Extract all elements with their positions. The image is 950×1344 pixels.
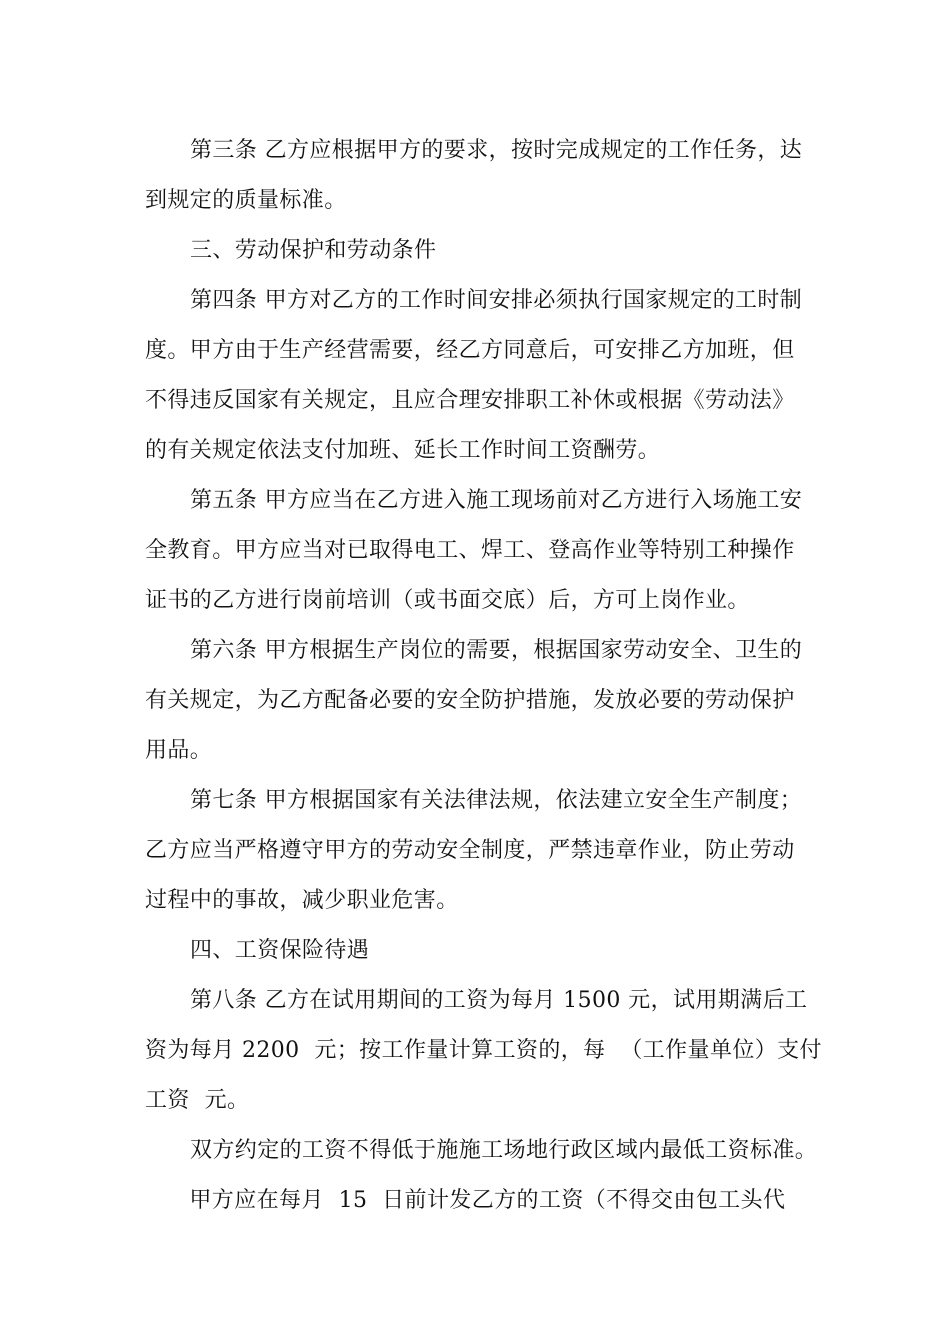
paragraph-article-8-line-2: 资为每月 2200 元；按工作量计算工资的，每 （工作量单位）支付 bbox=[145, 1038, 822, 1063]
section-heading-labor-protection: 三、劳动保护和劳动条件 bbox=[190, 238, 437, 263]
paragraph-article-7-line-2: 乙方应当严格遵守甲方的劳动安全制度，严禁违章作业，防止劳动 bbox=[145, 838, 795, 863]
paragraph-article-7-line-3: 过程中的事故，减少职业危害。 bbox=[145, 888, 459, 913]
paragraph-article-3-line-2: 到规定的质量标准。 bbox=[145, 188, 347, 213]
paragraph-article-4-line-4: 的有关规定依法支付加班、延长工作时间工资酬劳。 bbox=[145, 438, 661, 463]
paragraph-article-5-line-1: 第五条 甲方应当在乙方进入施工现场前对乙方进行入场施工安 bbox=[190, 488, 803, 513]
paragraph-article-4-line-3: 不得违反国家有关规定，且应合理安排职工补休或根据《劳动法》 bbox=[145, 388, 795, 413]
paragraph-article-5-line-2: 全教育。甲方应当对已取得电工、焊工、登高作业等特别工种操作 bbox=[145, 538, 795, 563]
paragraph-pay-schedule-line-1: 甲方应在每月 15 日前计发乙方的工资（不得交由包工头代 bbox=[182, 1188, 786, 1213]
paragraph-article-8-line-3: 工资 元。 bbox=[145, 1088, 250, 1113]
paragraph-article-6-line-1: 第六条 甲方根据生产岗位的需要，根据国家劳动安全、卫生的 bbox=[190, 638, 803, 663]
paragraph-article-5-line-3: 证书的乙方进行岗前培训（或书面交底）后，方可上岗作业。 bbox=[145, 588, 750, 613]
paragraph-article-8-line-1: 第八条 乙方在试用期间的工资为每月 1500 元，试用期满后工 bbox=[190, 988, 808, 1013]
paragraph-article-4-line-2: 度。甲方由于生产经营需要，经乙方同意后，可安排乙方加班，但 bbox=[145, 338, 795, 363]
paragraph-article-4-line-1: 第四条 甲方对乙方的工作时间安排必须执行国家规定的工时制 bbox=[190, 288, 803, 313]
section-heading-wages-insurance: 四、工资保险待遇 bbox=[190, 938, 370, 963]
paragraph-article-3-line-1: 第三条 乙方应根据甲方的要求，按时完成规定的工作任务，达 bbox=[190, 138, 803, 163]
paragraph-article-6-line-2: 有关规定，为乙方配备必要的安全防护措施，发放必要的劳动保护 bbox=[145, 688, 795, 713]
paragraph-article-6-line-3: 用品。 bbox=[145, 738, 213, 763]
paragraph-article-7-line-1: 第七条 甲方根据国家有关法律法规，依法建立安全生产制度； bbox=[190, 788, 803, 813]
paragraph-minimum-wage: 双方约定的工资不得低于施施工场地行政区域内最低工资标准。 bbox=[190, 1138, 818, 1163]
